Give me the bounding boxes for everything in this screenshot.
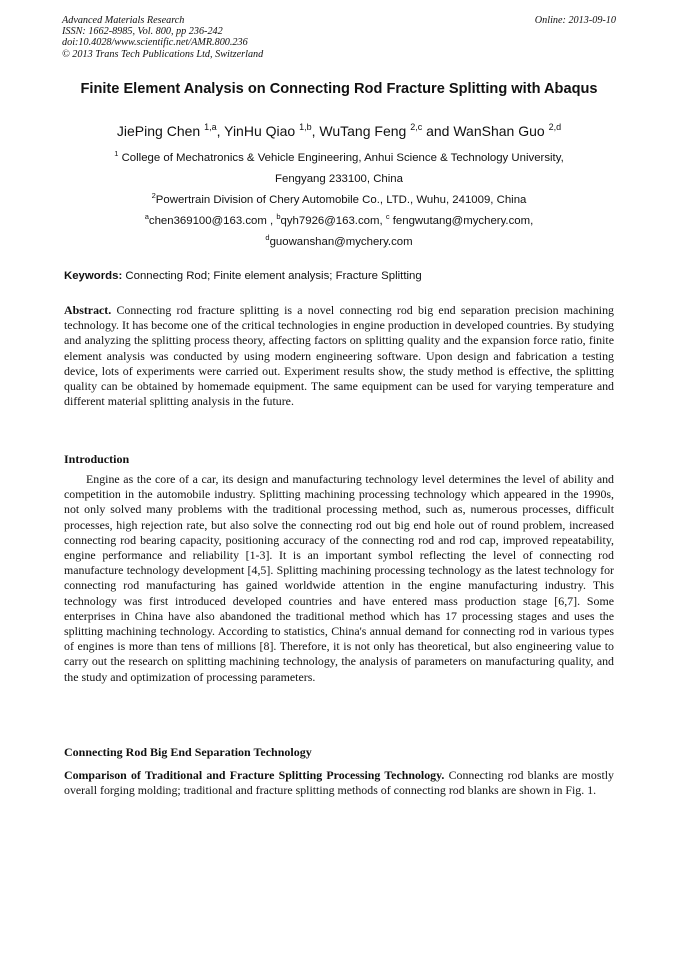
- journal-header: [62, 15, 263, 60]
- subsection-text: Connecting rod blanks are mostly overall forging molding; traditional and fracture splitting methods of connecting rod blanks are shown in Fig. 1.: [64, 768, 614, 798]
- email-line-2: [40, 235, 638, 249]
- affiliation-1-line-2: Fengyang 233100, China: [275, 173, 403, 185]
- author-list: [40, 122, 638, 140]
- email-b: qyh7926@163.com: [280, 215, 380, 227]
- abstract-text: Connecting rod fracture splitting is a novel connecting rod big end separation precision machining technology. It has become one of the critical technologies in engine production in developed countries. By studying and analyzing the splitting process theory, affecting factors on splitting quality and the expansion force ratio, finite element analysis was conducted by using modern engineering software. Upon design and fabrication a testing device, lots of experiments were carried out. Experiment results show, the study method is effective, the splitting quality can be obtained by homemade equipment. The same equipment can be used for varying temperature and different material splitting analysis in the future.: [64, 303, 614, 409]
- keywords-text: Connecting Rod; Finite element analysis; Fracture Splitting: [125, 270, 422, 282]
- introduction-heading: Introduction: [64, 452, 130, 466]
- affiliation-2: [40, 193, 638, 207]
- affiliation-1-line-1: [40, 151, 638, 165]
- email-mark: d: [265, 233, 270, 242]
- abstract-paragraph: [64, 303, 614, 409]
- email-a: chen369100@163.com: [148, 215, 267, 227]
- issn-line: ISSN: 1662-8985, Vol. 800, pp 236-242: [62, 26, 223, 38]
- email-mark: a: [144, 212, 149, 221]
- journal-name: Advanced Materials Research: [62, 15, 185, 26]
- author-separator: and: [422, 123, 454, 139]
- keywords-label: Keywords:: [64, 270, 123, 282]
- email-d: guowanshan@mychery.com: [269, 236, 413, 248]
- affiliation-text: Powertrain Division of Chery Automobile Co., LTD., Wuhu, 241009, China: [155, 194, 527, 206]
- affiliation-mark: 1: [114, 149, 119, 158]
- section-heading: Connecting Rod Big End Separation Technology: [64, 745, 312, 759]
- author-name: JiePing Chen: [116, 123, 201, 139]
- author-separator: ,: [216, 123, 225, 139]
- subsection-label: Comparison of Traditional and Fracture Splitting Processing Technology.: [64, 768, 445, 782]
- section-paragraph: [64, 768, 614, 798]
- author-separator: ,: [311, 123, 320, 139]
- email-line-1: $^a$chen369100@163.com , $^b$qyh7926@163.com, $^c$ fengwutang@mychery.com,: [144, 212, 534, 227]
- copyright-line: © 2013 Trans Tech Publications Ltd, Switzerland: [62, 48, 264, 60]
- introduction-paragraph: Engine as the core of a car, its design and manufacturing technology level determines the level of ability and competition in the automobile industry. Splitting machining processing technology which appeared in the 1990s, not only solved many problems with the traditional processing method, such as, numerous processes, difficult processes, high rejection rate, but also solve the connecting rod out big end hole out of round problem, increased connecting rod bearing capacity, positioning accuracy of the connecting rod and rod cap, improved repeatability, engine performance and reliability [1-3]. It is an important symbol reflecting the level of connecting rod manufacture technology development [4,5]. Splitting machining processing technology as the latest technology for connecting rod manufacturing has gained worldwide attention in the engine manufacturing industry. This technology was first introduced developed countries and have entered mass production stage [6,7]. Some enterprises in China have also abandoned the traditional method which has 17 processing stages and uses the splitting machining technology. According to statistics, China's annual demand for connecting rod in various types of engines is more than tens of millions [8]. Therefore, it is not only has theoretical, but also engineering value to carry out the research on splitting machining technology, the analysis of parameters on manufacturing quality, and the study and optimization of processing parameters.: [64, 472, 614, 684]
- online-date: Online: 2013-09-10: [534, 15, 616, 26]
- doi-line: doi:10.4028/www.scientific.net/AMR.800.236: [62, 37, 248, 49]
- author-affiliation-mark: 2,c: [410, 122, 423, 132]
- paper-title: Finite Element Analysis on Connecting Rod Fracture Splitting with Abaqus: [80, 81, 598, 97]
- author-name: YinHu Qiao: [224, 123, 296, 139]
- affiliation-mark: 2: [151, 191, 156, 200]
- keywords: [64, 269, 422, 283]
- email-mark: c: [385, 212, 390, 221]
- author-name: WuTang Feng: [319, 123, 407, 139]
- author-affiliation-mark: 1,b: [299, 122, 312, 132]
- email-mark: b: [276, 212, 281, 221]
- author-affiliation-mark: 2,d: [548, 122, 562, 132]
- affiliation-text: College of Mechatronics & Vehicle Engineering, Anhui Science & Technology University,: [121, 152, 564, 164]
- author-affiliation-mark: 1,a: [204, 122, 217, 132]
- abstract-label: Abstract.: [64, 303, 112, 317]
- email-c: fengwutang@mychery.com: [392, 215, 531, 227]
- author-name: WanShan Guo: [453, 123, 545, 139]
